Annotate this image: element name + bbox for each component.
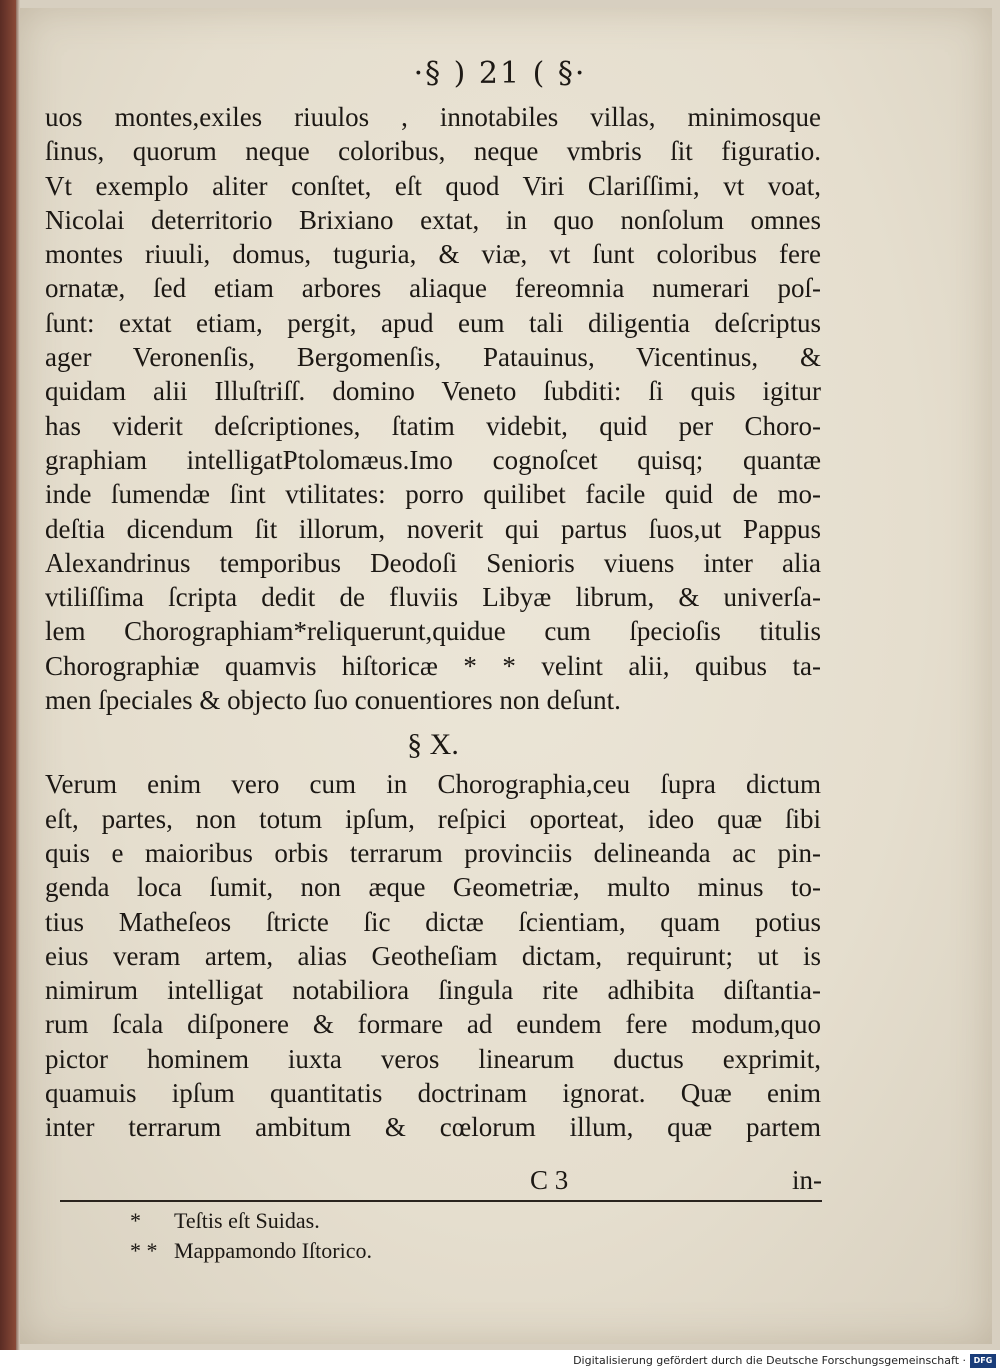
footnotes xyxy=(130,1206,372,1266)
text-line: tius Matheſeos ſtricte ſic dictæ ſcientiam, quam potius xyxy=(45,906,821,937)
text-line: quamuis ipſum quantitatis doctrinam ignorat. Quæ enim xyxy=(45,1078,821,1109)
footnote-2 xyxy=(130,1236,372,1266)
signature-mark: C 3 xyxy=(530,1165,569,1195)
text-line: men ſpeciales & objecto ſuo conuentiores non deſunt. xyxy=(45,685,621,716)
catch-line xyxy=(60,1165,822,1195)
text-line: eius veram artem, alias Geotheſiam dictam, requirunt; ut is xyxy=(45,940,821,971)
text-line: ager Veronenſis, Bergomenſis, Patauinus, Vicentinus, & xyxy=(45,342,821,373)
footnote-1 xyxy=(130,1206,372,1236)
text-line: montes riuuli, domus, tuguria, & viæ, vt ſunt coloribus fere xyxy=(45,239,821,270)
dfg-logo: DFG xyxy=(970,1354,996,1368)
text-line: uos montes,exiles riuulos , innotabiles villas, minimosque xyxy=(45,102,821,132)
footnote-mark: * * xyxy=(130,1238,158,1263)
text-line: ſunt: extat etiam, pergit, apud eum tali diligentia deſcriptus xyxy=(45,307,821,338)
paragraph-1 xyxy=(45,100,821,717)
text-line: quis e maioribus orbis terrarum provinciis delineanda ac pin- xyxy=(45,837,821,868)
text-line: eſt, partes, non totum ipſum, reſpici oporteat, ideo quæ ſibi xyxy=(45,803,821,834)
text-line: nimirum intelligat notabiliora ſingula rite adhibita diſtantia- xyxy=(45,975,821,1006)
footnote-rule xyxy=(60,1200,822,1202)
text-line: pictor hominem iuxta veros linearum ductus exprimit, xyxy=(45,1043,821,1074)
footnote-mark: * xyxy=(130,1208,141,1233)
text-line: has viderit deſcriptiones, ſtatim videbit, quid per Choro- xyxy=(45,410,821,441)
text-line: graphiam intelligatPtolomæus.Imo cognoſcet quisq; quantæ xyxy=(45,444,821,475)
paragraph-2 xyxy=(45,767,821,1144)
section-heading: § X. xyxy=(407,728,459,762)
text-line: ſinus, quorum neque coloribus, neque vmbris ſit figuratio. xyxy=(45,136,821,167)
body-text xyxy=(45,100,821,1145)
text-line: lem Chorographiam*reliquerunt,quidue cum ſpecioſis titulis xyxy=(45,616,821,647)
text-line: inter terrarum ambitum & cœlorum illum, quæ partem xyxy=(45,1112,821,1143)
text-line: vtiliſſima ſcripta dedit de fluviis Libyæ librum, & univerſa- xyxy=(45,582,821,613)
text-line: genda loca ſumit, non æque Geometriæ, multo minus to- xyxy=(45,872,821,903)
text-line: Alexandrinus temporibus Deodoſi Senioris viuens inter alia xyxy=(45,547,821,578)
catchword: in- xyxy=(792,1165,822,1195)
text-line: Verum enim vero cum in Chorographia,ceu ſupra dictum xyxy=(45,769,821,800)
book-spine xyxy=(0,0,16,1350)
page-header: ·§ ) 21 ( §· xyxy=(413,56,587,91)
footnote-text: Teſtis eſt Suidas. xyxy=(174,1208,320,1233)
text-line: Nicolai deterritorio Brixiano extat, in quo nonſolum omnes xyxy=(45,204,821,235)
text-line: inde ſumendæ ſint vtilitates: porro quilibet facile quid de mo- xyxy=(45,479,821,510)
digitization-footer xyxy=(0,1350,1000,1372)
text-line: quidam alii Illuſtriſſ. domino Veneto ſubditi: ſi quis igitur xyxy=(45,376,821,407)
text-line: rum ſcala diſponere & formare ad eundem fere modum,quo xyxy=(45,1009,821,1040)
text-line: Vt exemplo aliter conſtet, eſt quod Viri Clariſſimi, vt voat, xyxy=(45,170,821,201)
footnote-text: Mappamondo Iſtorico. xyxy=(174,1238,372,1263)
text-line: ornatæ, ſed etiam arbores aliaque fereomnia numerari poſ- xyxy=(45,273,821,304)
text-line: deſtia dicendum ſit illorum, noverit qui partus ſuos,ut Pappus xyxy=(45,513,821,544)
text-line: Chorographiæ quamvis hiſtoricæ * * velint alii, quibus ta- xyxy=(45,650,821,681)
footer-credit: Digitalisierung gefördert durch die Deutsche Forschungsgemeinschaft · xyxy=(573,1354,966,1367)
